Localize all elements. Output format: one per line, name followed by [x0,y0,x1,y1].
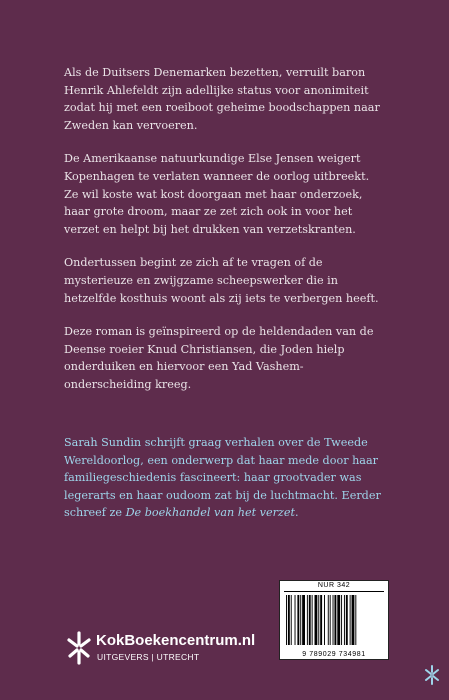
barcode-bar [346,595,348,645]
author-bio [64,434,393,522]
barcode-bar [309,595,311,645]
barcode-bar [300,595,301,645]
nur-divider [284,591,384,592]
barcode-bar [355,595,356,645]
barcode-bar [297,595,299,645]
barcode-bar [324,595,325,645]
blurb-paragraph-2: De Amerikaanse natuurkundige Else Jensen weigert Kopenhagen te verlaten wanneer de oorlog uitbreekt. Ze wil koste wat kost doorgaan met haar onderzoek, haar grote droom, maar ze zet zich ook in voor het verzet en helpt bij het drukken van verzetskranten. [64,152,370,236]
publisher-subtitle: UITGEVERS | UTRECHT [97,652,200,662]
barcode-bar [320,595,322,645]
barcode-bar [330,595,331,645]
barcode-bar [337,595,340,645]
barcode-bar [302,595,305,645]
barcode-bar [307,595,308,645]
barcode-bar [315,595,318,645]
blurb [64,64,387,410]
publisher-mark-icon [424,664,440,686]
barcode-bar [344,595,345,645]
publisher-star-icon [66,630,92,666]
barcode-bar [333,595,334,645]
barcode-bars [286,595,382,645]
blurb-paragraph-1: Als de Duitsers Denemarken bezetten, verruilt baron Henrik Ahlefeldt zijn adellijke status voor anonimiteit zodat hij met een roeiboot geheime boodschappen naar Zweden kan vervoeren. [64,66,380,132]
publisher-logo [66,628,296,672]
barcode-bar [328,595,329,645]
barcode-bar [341,595,342,645]
barcode-bar [350,595,351,645]
previous-book-title: De boekhandel van het verzet [125,506,295,520]
barcode-bar [334,595,336,645]
author-bio-end: . [294,506,299,520]
author-bio-text: Sarah Sundin schrijft graag verhalen over de Tweede Wereldoorlog, een onderwerp dat haar mede door haar familiegeschiedenis fascineert: haar grootvader was legerarts en haar oudoom zat bij de luchtmacht. Eerder schreef ze [64,436,381,520]
barcode-bar [318,595,319,645]
isbn-number: 9 789029 734981 [302,651,366,658]
blurb-paragraph-3: Ondertussen begint ze zich af te vragen of de mysterieuze en zwijgzame scheepswerker die in hetzelfde kosthuis woont als zij iets te verbergen heeft. [64,256,379,305]
nur-code: NUR 342 [317,582,351,589]
blurb-paragraph-4: Deze roman is geïnspireerd op de heldendaden van de Deense roeier Knud Christiansen, die Joden hielp onderduiken en hiervoor een Yad Vashem-onderscheiding kreeg. [64,325,374,391]
barcode-bar [352,595,355,645]
barcode-bar [312,595,313,645]
publisher-name: KokBoekencentrum.nl [96,632,256,649]
